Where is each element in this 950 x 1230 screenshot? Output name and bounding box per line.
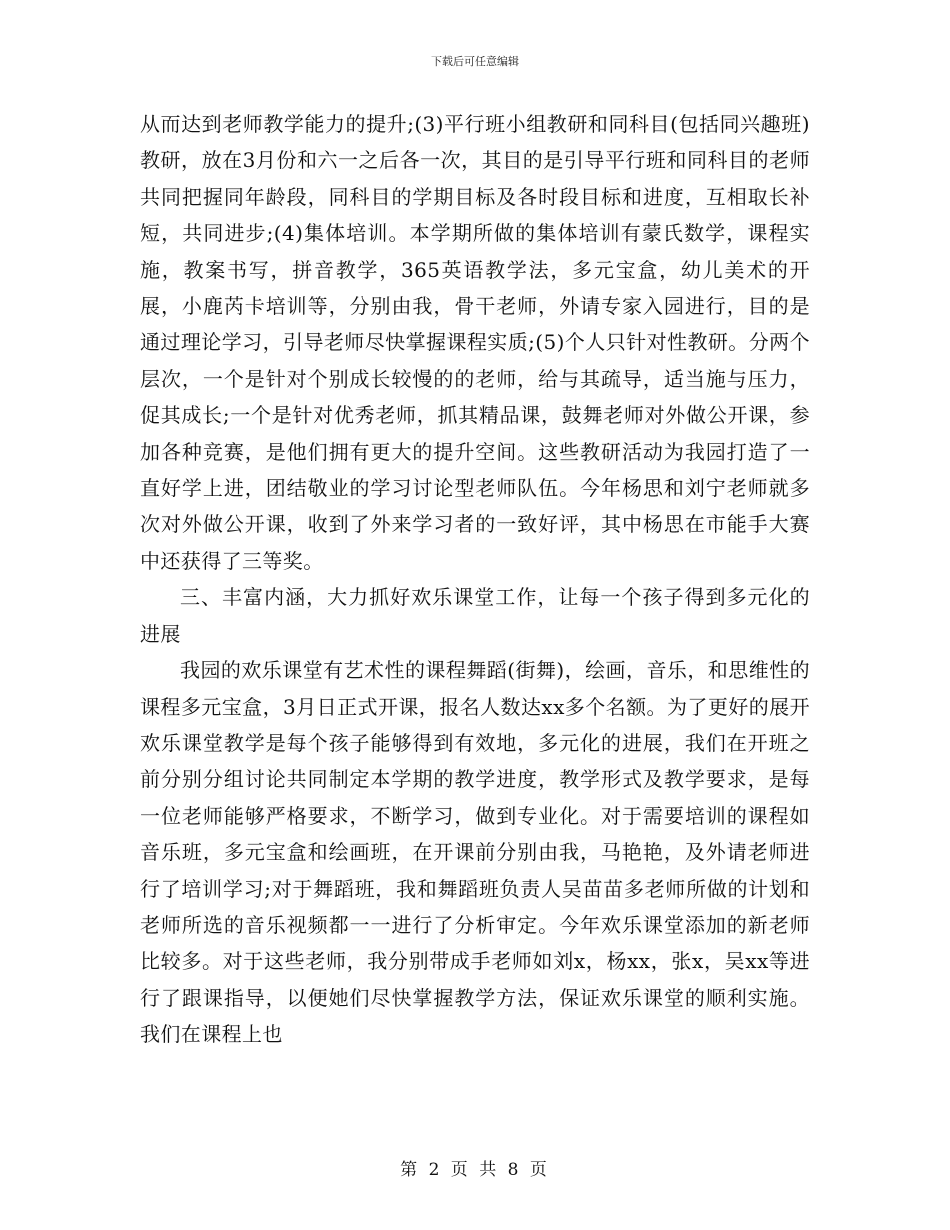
page-number-footer: 第 2 页 共 8 页 — [400, 1160, 550, 1180]
paragraph-continued: 从而达到老师教学能力的提升;(3)平行班小组教研和同科目(包括同兴趣班)教研，放在3月份和六一之后各一次，其目的是引导平行班和同科目的老师共同把握同年龄段，同科目的学期目标及各时段目标和进度，互相取长补短，共同进步;(4)集体培训。本学期所做的集体培训有蒙氏数学，课程实施，教案书写，拼音教学，365英语教学法，多元宝盒，幼儿美术的开展，小鹿芮卡培训等，分别由我，骨干老师，外请专家入园进行，目的是通过理论学习，引导老师尽快掌握课程实质;(5)个人只针对性教研。分两个层次，一个是针对个别成长较慢的的老师，给与其疏导，适当施与压力，促其成长;一个是针对优秀老师，抓其精品课，鼓舞老师对外做公开课，参加各种竞赛，是他们拥有更大的提升空间。这些教研活动为我园打造了一直好学上进，团结敬业的学习讨论型老师队伍。今年杨思和刘宁老师就多次对外做公开课，收到了外来学习者的一致好评，其中杨思在市能手大赛中还获得了三等奖。 — [140, 112, 810, 573]
section-heading: 三、丰富内涵，大力抓好欢乐课堂工作，让每一个孩子得到多元化的进展 — [140, 585, 810, 646]
document-body — [140, 106, 810, 1053]
paragraph: 我园的欢乐课堂有艺术性的课程舞蹈(街舞)，绘画，音乐，和思维性的课程多元宝盒，3月日正式开课，报名人数达xx多个名额。为了更好的展开欢乐课堂教学是每个孩子能够得到有效地，多元化的进展，我们在开班之前分别分组讨论共同制定本学期的教学进度，教学形式及教学要求，是每一位老师能够严格要求，不断学习，做到专业化。对于需要培训的课程如音乐班，多元宝盒和绘画班，在开课前分别由我，马艳艳，及外请老师进行了培训学习;对于舞蹈班，我和舞蹈班负责人吴苗苗多老师所做的计划和老师所选的音乐视频都一一进行了分析审定。今年欢乐课堂添加的新老师比较多。对于这些老师，我分别带成手老师如刘x，杨xx，张x，吴xx等进行了跟课指导，以便她们尽快掌握教学方法，保证欢乐课堂的顺利实施。我们在课程上也 — [140, 658, 810, 1047]
page-header-note: 下载后可任意编辑 — [431, 55, 519, 68]
